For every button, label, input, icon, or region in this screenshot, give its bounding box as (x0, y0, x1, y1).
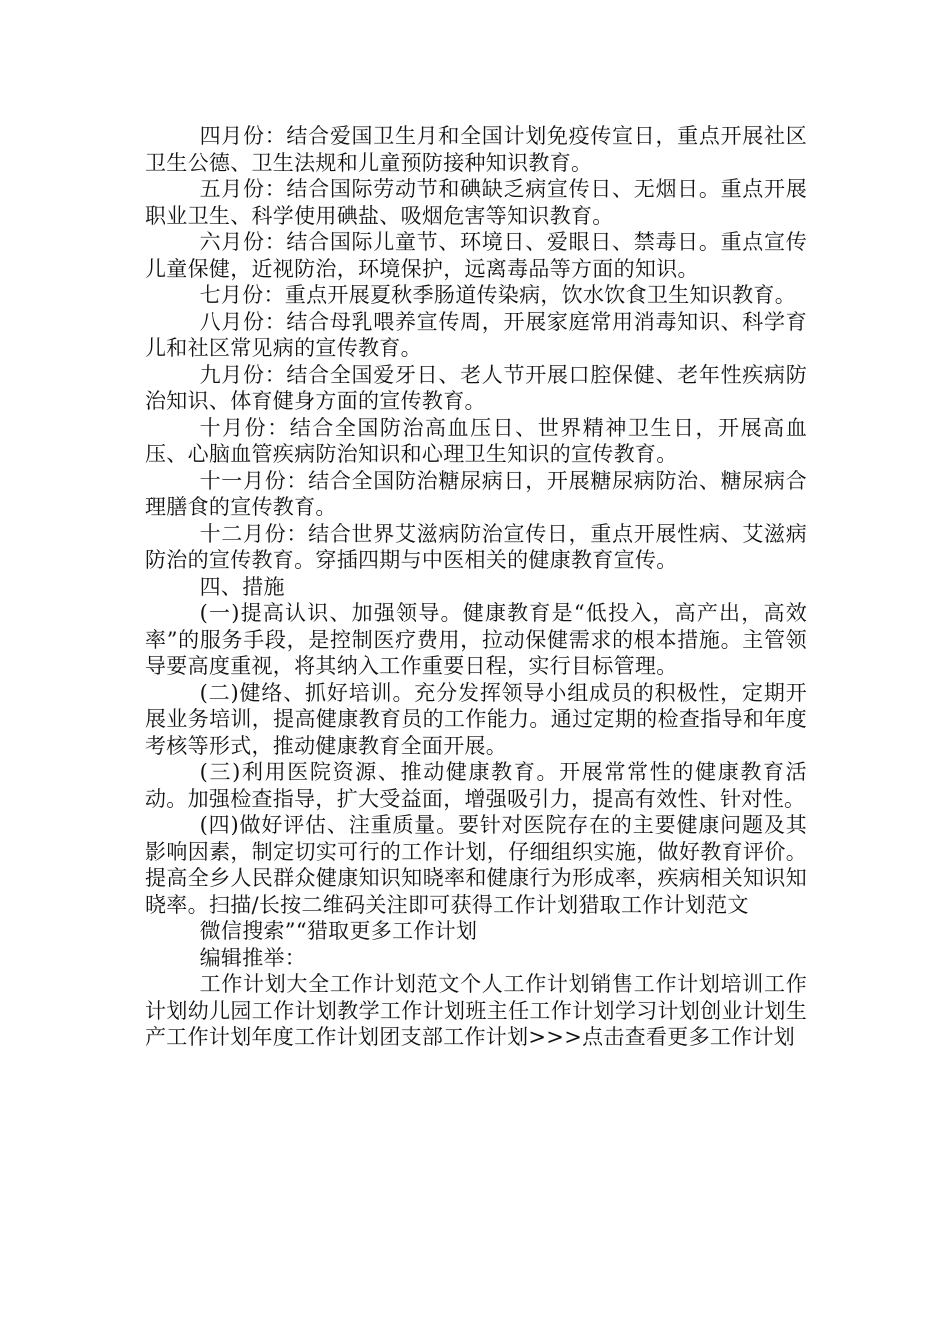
month-december-paragraph: 十二月份：结合世界艾滋病防治宣传日，重点开展性病、艾滋病防治的宣传教育。穿插四期与中医相关的健康教育宣传。 (145, 521, 807, 572)
month-november-paragraph: 十一月份：结合全国防治糖尿病日，开展糖尿病防治、糖尿病合理膳食的宣传教育。 (145, 468, 807, 519)
month-july-paragraph: 七月份：重点开展夏秋季肠道传染病，饮水饮食卫生知识教育。 (199, 283, 796, 307)
document-body (145, 123, 807, 1051)
wechat-search-line: 微信搜索”“猎取更多工作计划 (199, 919, 478, 943)
recommend-links-paragraph[interactable]: 工作计划大全工作计划范文个人工作计划销售工作计划培训工作计划幼儿园工作计划教学工作计划班主任工作计划学习计划创业计划生产工作计划年度工作计划团支部工作计划>>>点击查看更多工作计划 (145, 972, 807, 1049)
month-september-paragraph: 九月份：结合全国爱牙日、老人节开展口腔保健、老年性疾病防治知识、体育健身方面的宣传教育。 (145, 362, 807, 413)
measure-2-paragraph: (二)健络、抓好培训。充分发挥领导小组成员的积极性，定期开展业务培训，提高健康教育员的工作能力。通过定期的检查指导和年度考核等形式，推动健康教育全面开展。 (145, 680, 807, 758)
month-august-paragraph: 八月份：结合母乳喂养宣传周，开展家庭常用消毒知识、科学育儿和社区常见病的宣传教育。 (145, 309, 807, 360)
month-june-paragraph: 六月份：结合国际儿童节、环境日、爱眼日、禁毒日。重点宣传儿童保健，近视防治，环境保护，远离毒品等方面的知识。 (145, 230, 807, 281)
month-october-paragraph: 十月份：结合全国防治高血压日、世界精神卫生日，开展高血压、心脑血管疾病防治知识和心理卫生知识的宣传教育。 (145, 415, 807, 466)
measure-3-paragraph: (三)利用医院资源、推动健康教育。开展常常性的健康教育活动。加强检查指导，扩大受益面，增强吸引力，提高有效性、针对性。 (145, 760, 807, 811)
measure-4-paragraph: (四)做好评估、注重质量。要针对医院存在的主要健康问题及其影响因素，制定切实可行的工作计划，仔细组织实施，做好教育评价。提高全乡人民群众健康知识知晓率和健康行为形成率，疾病相关知识知晓率。扫描/长按二维码关注即可获得工作计划猎取工作计划范文 (145, 813, 807, 917)
month-april-paragraph: 四月份：结合爱国卫生月和全国计划免疫传宣日，重点开展社区卫生公德、卫生法规和儿童预防接种知识教育。 (145, 124, 807, 175)
section-heading-measures: 四、措施 (199, 574, 285, 599)
editor-recommend-label: 编辑推举： (199, 945, 307, 970)
month-may-paragraph: 五月份：结合国际劳动节和碘缺乏病宣传日、无烟日。重点开展职业卫生、科学使用碘盐、吸烟危害等知识教育。 (145, 177, 807, 228)
measure-1-paragraph: (一)提高认识、加强领导。健康教育是“低投入，高产出，高效率”的服务手段，是控制医疗费用，拉动保健需求的根本措施。主管领导要高度重视，将其纳入工作重要日程，实行目标管理。 (145, 601, 807, 678)
